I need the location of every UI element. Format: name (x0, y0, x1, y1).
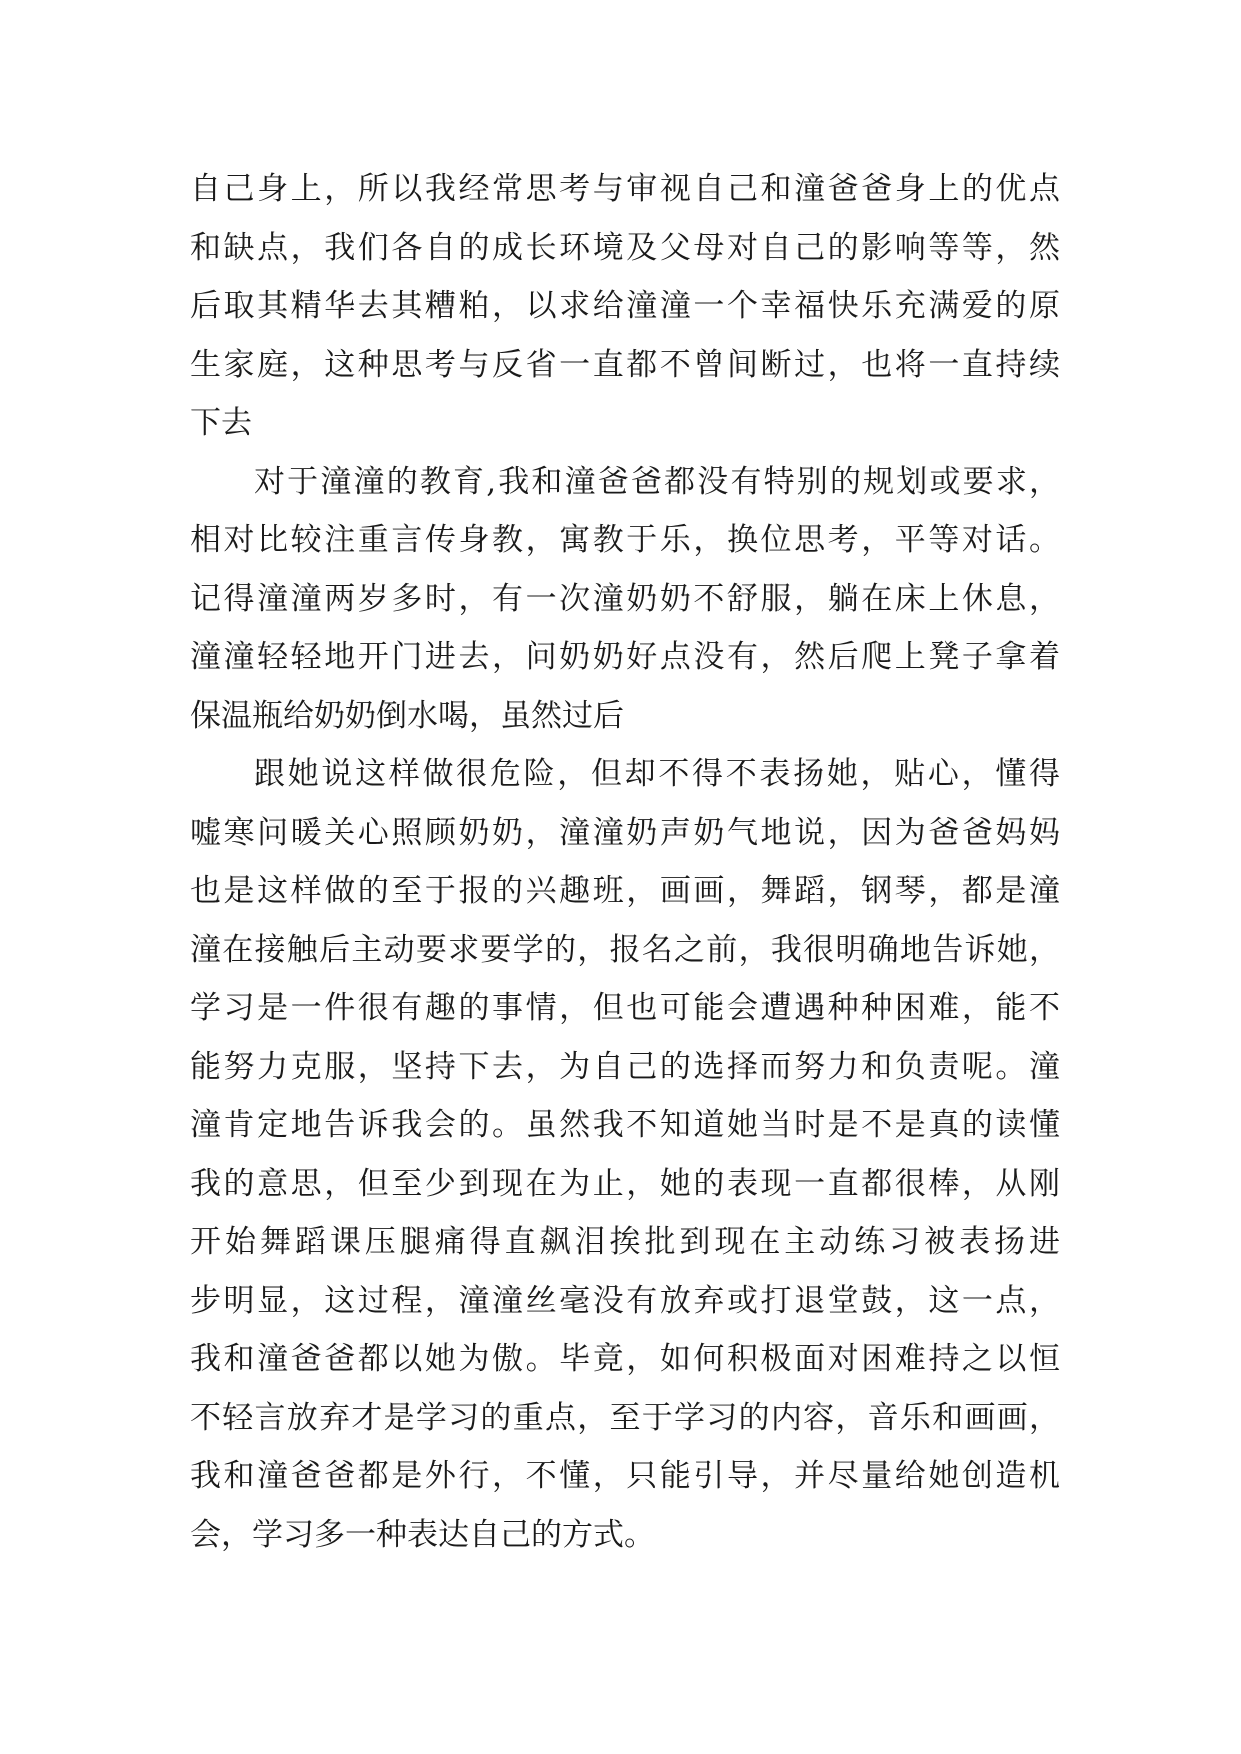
paragraph-line: 潼肯定地告诉我会的。虽然我不知道她当时是不是真的读懂 (190, 1107, 1060, 1143)
paragraph-line: 跟她说这样做很危险，但却不得不表扬她，贴心，懂得 (254, 756, 1060, 792)
paragraph-line: 能努力克服，坚持下去，为自己的选择而努力和负责呢。潼 (190, 1048, 1060, 1085)
paragraph-line: 嘘寒问暖关心照顾奶奶，潼潼奶声奶气地说，因为爸爸妈妈 (190, 814, 1060, 851)
paragraph-line: 步明显，这过程，潼潼丝毫没有放弃或打退堂鼓，这一点， (190, 1282, 1060, 1319)
paragraph-line: 开始舞蹈课压腿痛得直飙泪挨批到现在主动练习被表扬进 (190, 1224, 1060, 1260)
paragraph-line: 会，学习多一种表达自己的方式。 (190, 1516, 655, 1553)
paragraph-line: 记得潼潼两岁多时，有一次潼奶奶不舒服，躺在床上休息， (190, 580, 1060, 617)
paragraph-2 (190, 453, 1060, 746)
paragraph-line: 对于潼潼的教育,我和潼爸爸都没有特别的规划或要求， (254, 463, 1060, 500)
paragraph-line: 我的意思，但至少到现在为止，她的表现一直都很棒，从刚 (190, 1165, 1060, 1202)
paragraph-line: 学习是一件很有趣的事情，但也可能会遭遇种种困难，能不 (190, 990, 1060, 1026)
paragraph-line: 自己身上，所以我经常思考与审视自己和潼爸爸身上的优点 (190, 171, 1060, 207)
paragraph-line: 我和潼爸爸都是外行，不懂，只能引导，并尽量给她创造机 (190, 1458, 1060, 1494)
paragraph-line: 潼在接触后主动要求要学的，报名之前，我很明确地告诉她， (190, 931, 1060, 968)
paragraph-line: 相对比较注重言传身教，寓教于乐，换位思考，平等对话。 (190, 522, 1060, 558)
paragraph-line: 后取其精华去其糟粕，以求给潼潼一个幸福快乐充满爱的原 (190, 288, 1060, 324)
paragraph-line: 保温瓶给奶奶倒水喝，虽然过后 (190, 697, 624, 734)
paragraph-line: 也是这样做的至于报的兴趣班，画画，舞蹈，钢琴，都是潼 (190, 873, 1060, 909)
paragraph-line: 下去 (190, 405, 252, 441)
document-body (190, 160, 1060, 1564)
paragraph-line: 和缺点，我们各自的成长环境及父母对自己的影响等等，然 (190, 229, 1060, 266)
paragraph-1 (190, 160, 1060, 453)
paragraph-line: 潼潼轻轻地开门进去，问奶奶好点没有，然后爬上凳子拿着 (190, 639, 1060, 675)
paragraph-line: 生家庭，这种思考与反省一直都不曾间断过，也将一直持续 (190, 346, 1060, 383)
paragraph-3 (190, 745, 1060, 1564)
paragraph-line: 不轻言放弃才是学习的重点，至于学习的内容，音乐和画画， (190, 1399, 1060, 1436)
paragraph-line: 我和潼爸爸都以她为傲。毕竟，如何积极面对困难持之以恒 (190, 1341, 1060, 1377)
